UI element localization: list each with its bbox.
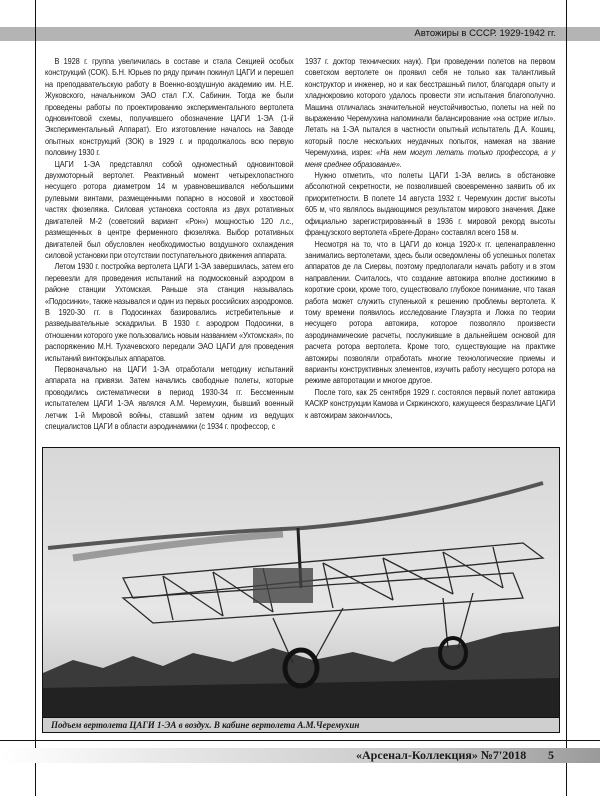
right-column (305, 56, 555, 421)
right-margin-rule (566, 0, 567, 796)
paragraph-text: 1937 г. доктор технических наук). При проведении полетов на первом советском вертолете он проявил себя не только как талантливый конструктор и инженер, но и как бесстрашный пилот, благодаря опыту и хладнокровию которого удалось провести эти испытания благополучно. Машина отличалась значительной неустойчивостью, полеты на ней по выражению Черемухина напоминали балансирование «на острие иглы». Летать на 1-ЭА пытался в частности опытный испытатель Д.А. Кошиц, который после нескольких неудачных попыток, намекая на звание Черемухина, изрек: (305, 56, 556, 158)
left-margin-rule (35, 0, 36, 796)
paragraph: Первоначально на ЦАГИ 1-ЭА отработали методику испытаний аппарата на привязи. Затем начались свободные полеты, которые проводились систематически в период 1930-34 гг. Бессменным испытателем ЦАГИ 1-ЭА являлся А.М. Черемухин, бывший военный летчик 1-й Мировой войны, ставший затем одним из ведущих специалистов ЦАГИ в области аэродинамики (с 1934 г. профессор, с (45, 363, 294, 431)
helicopter-photo (42, 447, 560, 733)
paragraph: Летом 1930 г. постройка вертолета ЦАГИ 1-ЭА завершилась, затем его перевезли для проведения испытаний на подмосковный аэродром в районе станции Ухтомская. Раньше эта станция называлась «Подосинки», также назывался и один из первых российских аэродромов. В 1920-30 гг. в Подосинках базировались истребительные и разведывательные эскадрильи. В 1930 г. аэродром Подосинки, в отношении которого уже пользовались новым названием «Ухтомская», по распоряжению М.Н. Тухачевского передали ЭАО ЦАГИ для проведения испытаний винтокрылых аппаратов. (45, 261, 294, 363)
paragraph: Нужно отметить, что полеты ЦАГИ 1-ЭА велись в обстановке абсолютной секретности, не позволившей своевременно заявить об их приоритетности. В полете 14 августа 1932 г. Черемухин достиг высоты 605 м, что являлось выдающимся результатом мирового значения. Даже официально зарегистрированный в 1936 г. мировой рекорд высоты французского вертолета «Бреге-Доран» составлял всего 158 м. (305, 170, 556, 238)
page-number: 5 (548, 748, 554, 762)
running-header: Автожиры в СССР. 1929-1942 гг. (414, 28, 556, 39)
helicopter-illustration (43, 448, 560, 718)
paragraph: После того, как 25 сентября 1929 г. состоялся первый полет автожира КАСКР конструкции Камова и Скржинского, кажущееся безразличие ЦАГИ к автожирам закончилось, (305, 386, 556, 420)
left-column (45, 56, 294, 432)
cockpit (253, 568, 313, 603)
paragraph (305, 56, 555, 170)
footer-rule (0, 740, 600, 741)
magazine-title: «Арсенал-Коллекция» №7'2018 (356, 748, 527, 762)
paragraph: Несмотря на то, что в ЦАГИ до конца 1920-х гг. целенаправленно занимались вертолетами, здесь были осведомлены об успешных полетах аппаратов де ла Сиервы, поэтому предполагали начать работу и в этом направлении. Считалось, что создание автожира вполне достижимо в короткие сроки, кроме того, существовало глубокое понимание, что такая работа может служить ступенькой к решению проблемы вертолета. К тому времени появилось исследование Глауэрта и Локка по теории несущего ротора автожира, которое позволяло произвести аэродинамические расчеты, послужившие в дальнейшем основой для расчета ротора вертолета. Кроме того, существующие на практике автожиры позволяли отработать многие технологические приемы и варианты конструктивных элементов, изучить работу несущего ротора на режиме авторотации и многое другое. (305, 238, 556, 386)
paragraph: ЦАГИ 1-ЭА представлял собой одноместный одновинтовой двухмоторный вертолет. Реактивный момент четырехлопастного несущего ротора диаметром 14 м уравновешивался небольшими рулевыми винтами, размещенными попарно в носовой и хвостовой частях фюзеляжа. Силовая установка состояла из двух ротативных двигателей М-2 (советский вариант «Рон») мощностью 120 л.с., размещенных в центре ферменного фюзеляжа. Выбор ротативных двигателей был обусловлен необходимостью воздушного охлаждения силовой установки при отсутствии поступательного движения аппарата. (45, 158, 294, 260)
photo-caption: Подъем вертолета ЦАГИ 1-ЭА в воздух. В кабине вертолета А.М.Черемухин (43, 717, 559, 732)
paragraph: В 1928 г. группа увеличилась в составе и стала Секцией особых конструкций (СОК). Б.Н. Юрьев по ряду причин покинул ЦАГИ и перешел на преподавательскую работу в Военно-воздушную академию им. Н.Е. Жуковского, начальником ЭАО стал Г.Х. Сабинин. Тогда же были проведены работы по проектированию экспериментального вертолета одновинтовой схемы, получившего обозначение ЦАГИ 1-ЭА (1-й Экспериментальный Аппарат). Его изготовление началось на Заводе опытных конструкций (ЗОК) в 1929 г. и продолжалось всю первую половину 1930 г. (45, 56, 294, 158)
quote: «На нем могут летать только профессора, а у меня среднее образование». (305, 147, 556, 169)
